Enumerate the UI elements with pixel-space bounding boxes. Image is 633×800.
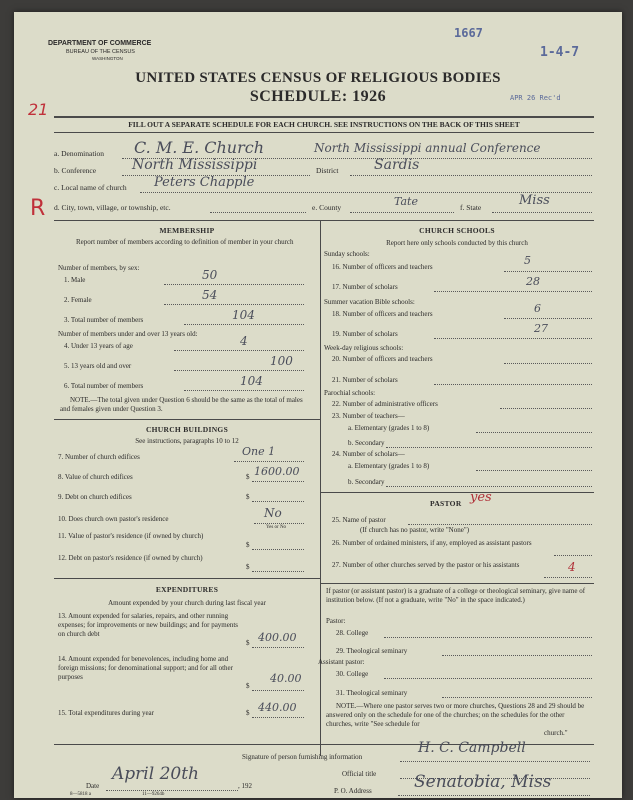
weekday-schools-label: Week-day religious schools: (324, 344, 404, 352)
age-intro-label: Number of members under and over 13 years old: (58, 330, 198, 338)
stamp-number: 1667 (454, 26, 483, 40)
q25-label: 25. Name of pastor (332, 516, 386, 524)
q24a-label: a. Elementary (grades 1 to 8) (348, 462, 430, 470)
year-label: , 192 (238, 782, 252, 790)
q16-value[interactable]: 5 (524, 254, 531, 267)
q2-value[interactable]: 54 (202, 288, 218, 302)
date-label: Date (86, 782, 100, 790)
expenditures-intro: Amount expended by your church during last fiscal year (108, 599, 266, 607)
q1-value[interactable]: 50 (202, 268, 218, 282)
q3-value[interactable]: 104 (232, 308, 255, 322)
q17-label: 17. Number of scholars (332, 283, 398, 291)
q13-value[interactable]: 400.00 (258, 631, 297, 644)
received-stamp: APR 26 Rec'd (510, 94, 561, 102)
signature-label: Signature of person furnishing information (242, 753, 363, 761)
sunday-schools-label: Sunday schools: (324, 250, 370, 258)
schedule-title: SCHEDULE: 1926 (249, 88, 387, 105)
q22-label: 22. Number of administrative officers (332, 400, 438, 408)
q14-value[interactable]: 40.00 (270, 672, 302, 685)
pastor-note: NOTE.—Where one pastor serves two or more churches, Questions 28 and 29 should be answered only on the schedule for one of the churches; on the schedules for the other churches, write "See schedule for (326, 702, 585, 728)
parochial-schools-label: Parochial schools: (324, 389, 376, 397)
expenditures-heading: EXPENDITURES (155, 585, 219, 594)
q8-value[interactable]: 1600.00 (254, 465, 300, 478)
pastor-note-end: church." (544, 729, 568, 737)
q3-label: 3. Total number of members (64, 316, 144, 324)
membership-intro: Report number of members according to definition of member in your church (76, 238, 294, 246)
q30-label: 30. College (336, 670, 369, 678)
q15-label: 15. Total expenditures during year (58, 709, 154, 717)
q18-label: 18. Number of officers and teachers (332, 310, 433, 318)
buildings-heading: CHURCH BUILDINGS (145, 425, 229, 434)
q6-value[interactable]: 104 (240, 374, 263, 388)
q27-label: 27. Number of other churches served by the pastor or his assistants (332, 561, 520, 569)
signature-value[interactable]: H. C. Campbell (418, 740, 526, 756)
conference-value[interactable]: North Mississippi (132, 157, 258, 173)
q26-label: 26. Number of ordained ministers, if any, employed as assistant pastors (332, 539, 532, 547)
q1-label: 1. Male (64, 276, 86, 284)
local-name-value[interactable]: Peters Chapple (154, 175, 255, 190)
q6-label: 6. Total number of members (64, 382, 144, 390)
q10-label: 10. Does church own pastor's residence (58, 515, 169, 523)
q31-label: 31. Theological seminary (336, 689, 408, 697)
form-number: 8—5818 a (70, 792, 91, 797)
pastor-heading-mark: yes (470, 490, 492, 505)
q19-value[interactable]: 27 (534, 322, 548, 335)
fill-instruction: FILL OUT A SEPARATE SCHEDULE FOR EACH CHURCH. SEE INSTRUCTIONS ON THE BACK OF THIS SHEET (128, 120, 520, 129)
city-field-label: d. City, town, village, or township, etc. (54, 203, 171, 212)
q23-label: 23. Number of teachers— (332, 412, 405, 420)
form-title: UNITED STATES CENSUS OF RELIGIOUS BODIES (135, 70, 501, 86)
county-label: e. County (312, 203, 342, 212)
q28-label: 28. College (336, 629, 369, 637)
q25-subtext: (If church has no pastor, write "None") (360, 526, 470, 534)
denomination-value[interactable]: C. M. E. Church (134, 138, 265, 157)
graduate-note: If pastor (or assistant pastor) is a graduate of a college or theological seminary, give name of institution below. (If not a graduate, write "No" in the space indicated.) (326, 587, 586, 604)
q20-label: 20. Number of officers and teachers (332, 355, 433, 363)
q15-value[interactable]: 440.00 (258, 701, 297, 714)
q17-value[interactable]: 28 (526, 275, 540, 288)
red-mark-21: 21 (28, 100, 49, 119)
department-label: DEPARTMENT OF COMMERCE (48, 40, 152, 47)
form-number-2: 11—9264b (142, 792, 165, 797)
q5-value[interactable]: 100 (270, 354, 293, 368)
address-label: P. O. Address (334, 787, 372, 795)
q16-label: 16. Number of officers and teachers (332, 263, 433, 271)
schools-heading: CHURCH SCHOOLS (419, 226, 495, 235)
membership-note: NOTE.—The total given under Question 6 should be the same as the total of males and females given under Question 3. (60, 396, 303, 413)
q2-label: 2. Female (64, 296, 92, 304)
schools-intro: Report here only schools conducted by this church (386, 239, 528, 247)
membership-heading: MEMBERSHIP (159, 226, 215, 235)
local-name-label: c. Local name of church (54, 183, 127, 192)
q4-label: 4. Under 13 years of age (64, 342, 133, 350)
buildings-subheading: See instructions, paragraphs 10 to 12 (135, 437, 239, 445)
denomination-value-2[interactable]: North Mississippi annual Conference (314, 141, 541, 155)
date-value[interactable]: April 20th (112, 764, 199, 784)
summer-schools-label: Summer vacation Bible schools: (324, 298, 415, 306)
q7-label: 7. Number of church edifices (58, 453, 140, 461)
q4-value[interactable]: 4 (240, 334, 248, 348)
q9-label: 9. Debt on church edifices (58, 493, 132, 501)
district-label: District (316, 166, 339, 175)
q24-label: 24. Number of scholars— (332, 450, 405, 458)
pastor-heading: PASTOR (430, 499, 462, 508)
q13-label: 13. Amount expended for salaries, repairs, and other running expenses; for improvements or new buildings; and for payments on church debt (58, 612, 239, 638)
q21-label: 21. Number of scholars (332, 376, 398, 384)
q23a-label: a. Elementary (grades 1 to 8) (348, 424, 430, 432)
address-value[interactable]: Senatobia, Miss (414, 772, 552, 792)
city-label: WASHINGTON (92, 56, 123, 61)
red-mark-r: R (30, 196, 46, 221)
assistant-pastor-label: Assistant pastor: (318, 658, 365, 666)
q12-label: 12. Debt on pastor's residence (if owned by church) (58, 554, 203, 562)
q29-label: 29. Theological seminary (336, 647, 408, 655)
stamp-code: 1-4-7 (540, 45, 580, 60)
q8-label: 8. Value of church edifices (58, 473, 133, 481)
q5-label: 5. 13 years old and over (64, 362, 132, 370)
q7-value[interactable]: One 1 (242, 445, 276, 458)
q18-value[interactable]: 6 (534, 302, 541, 315)
q14-label: 14. Amount expended for benevolences, including home and foreign missions; for denominational support; and for all other purposes (58, 655, 233, 681)
q19-label: 19. Number of scholars (332, 330, 398, 338)
q23b-label: b. Secondary (348, 439, 385, 447)
denomination-label: a. Denomination (54, 149, 104, 158)
bureau-label: BUREAU OF THE CENSUS (66, 49, 135, 55)
state-label: f. State (460, 203, 482, 212)
census-schedule-sheet: DEPARTMENT OF COMMERCE BUREAU OF THE CENSUS WASHINGTON 1667 1-4-7 APR 26 Rec'd UNITED STATES CENSUS OF RELIGIOUS BODIES SCHEDULE: 1926 21 FILL OUT A SEPARATE SCHEDULE FOR EACH CHURCH. SEE INSTRUCTIONS ON THE BACK OF THIS SHEET a. Denomination C. M. E. Church North Mississippi annual Conference b. Conference North Mississippi District Sardis c. Local name of church Peters Chapple R d. City, town, village, or township, etc. e. County Tate f. State Miss MEMBERSHIP Report number of members according to definition of member in your church Number of members, by sex: 1. Male 50 2. Female 54 3. Total number of members 104 Number of members under and over 13 years old: 4. Under 13 years of age 4 5. 13 years old and over 100 6. Total number of members 104 NOTE.—The total given under Question 6 should be the same as the total of males and females given under Question 3. CHURCH BUILDINGS See instructions, paragraphs 10 to 12 7. Number of church edifices One 1 8. Value of church edifices $ 1600.00 9. Debt on church edifices $ 10. Does church own pastor's residence No Yes or No 11. Value of pastor's residence (if owned by church) $ 12. Debt on pastor's residence (if owned by church) $ EXPENDITURES Amount expended by your church during last fiscal year 13. Amount expended for salaries, repairs, and other running expenses; for improvements or new buildings; and for payments on church debt $ 400.00 14. Amount expended for benevolences, including home and foreign missions; for denominational support; and for all other purposes $ 40.00 15. Total expenditures during year $ 440.00 CHURCH SCHOOLS Report here only schools conducted by this church Sunday schools: 16. Number of officers and teachers 5 17. Number of scholars 28 Summer vacation Bible schools: 18. Number of officers and teachers 6 19. Number of scholars 27 Week-day religious schools: 20. Number of officers and teachers 21. Number of scholars Parochial schools: 22. Number of administrative officers 23. Number of teachers— a. Elementary (grades 1 to 8) b. Secondary 24. Number of scholars— a. Elementary (grades 1 to 8) b. Secondary PASTOR yes 25. Name of pastor (If church has no pastor, write "None") 26. Number of ordained ministers, if any, employed as assistant pastors 27. Number of other churches served by the pastor or his assistants 4 If pastor (or assistant pastor) is a graduate of a college or theological seminary, give name of institution below. (If not a graduate, write "No" in the space indicated.) Pastor: 28. College 29. Theological seminary Assistant pastor: 30. College 31. Theological seminary NOTE.—Where one pastor serves two or more churches, Questions 28 and 29 should be answered only on the schedule for one of the churches; on the schedules for the other churches, write "See schedule for church." Signature of person furnishing information H. C. Campbell Official title Date April 20th , 192 P. O. Address Senatobia, Miss 8—5818 a 11—9264b (14, 12, 622, 798)
q27-value[interactable]: 4 (568, 560, 576, 574)
district-value[interactable]: Sardis (374, 157, 420, 173)
q24b-label: b. Secondary (348, 478, 385, 486)
q11-label: 11. Value of pastor's residence (if owned by church) (58, 532, 204, 540)
pastor-sub-label: Pastor: (326, 617, 346, 625)
official-title-label: Official title (342, 770, 377, 778)
conference-label: b. Conference (54, 166, 97, 175)
state-value[interactable]: Miss (519, 193, 550, 208)
q10-hint: Yes or No (266, 525, 287, 530)
q10-value[interactable]: No (264, 506, 282, 520)
members-by-sex-label: Number of members, by sex: (58, 264, 140, 272)
county-value[interactable]: Tate (394, 195, 418, 208)
